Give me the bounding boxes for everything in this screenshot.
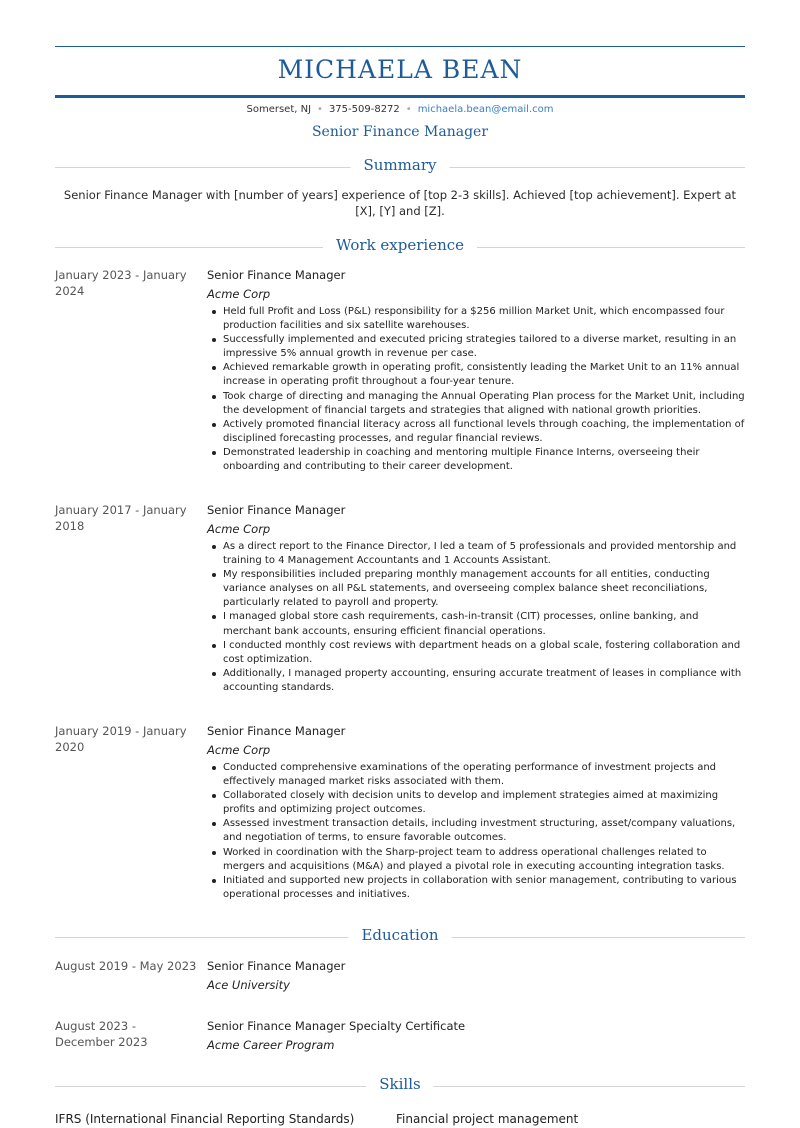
bullet-item: Actively promoted financial literacy across all functional levels through coaching, the implementation of disciplined forecasting processes, and regular financial reviews. bbox=[207, 418, 745, 446]
entry-role: Senior Finance Manager bbox=[207, 268, 346, 282]
bullet-item: Held full Profit and Loss (P&L) responsibility for a $256 million Market Unit, which encompassed four production facilities and six satellite warehouses. bbox=[207, 305, 745, 333]
bullet-item: Initiated and supported new projects in collaboration with senior management, contributing to various operational processes and initiatives. bbox=[207, 874, 745, 902]
entry-bullets bbox=[207, 305, 745, 474]
bullet-item: Achieved remarkable growth in operating profit, consistently leading the Market Unit to an 11% annual increase in operating profit throughout a four-year tenure. bbox=[207, 361, 745, 389]
bullet-item: Additionally, I managed property accounting, ensuring accurate treatment of leases in compliance with accounting standards. bbox=[207, 667, 745, 695]
section-skills-heading bbox=[55, 1075, 745, 1097]
section-title: Summary bbox=[351, 156, 450, 174]
bullet-item: I conducted monthly cost reviews with department heads on a global scale, fostering collaboration and cost optimization. bbox=[207, 639, 745, 667]
section-title: Skills bbox=[366, 1075, 433, 1093]
entry-date: January 2019 - January 2020 bbox=[55, 724, 187, 754]
contact-line bbox=[55, 104, 745, 115]
skill-item: IFRS (International Financial Reporting Standards) bbox=[55, 1112, 355, 1126]
entry-school: Ace University bbox=[207, 978, 290, 992]
entry-role: Senior Finance Manager bbox=[207, 503, 346, 517]
top-rule bbox=[55, 46, 745, 47]
bullet-item: Conducted comprehensive examinations of the operating performance of investment projects and effectively managed market risks associated with them. bbox=[207, 761, 745, 789]
separator-dot: • bbox=[317, 104, 323, 115]
phone: 375-509-8272 bbox=[328, 104, 400, 115]
entry-company: Acme Corp bbox=[207, 287, 271, 301]
location: Somerset, NJ bbox=[246, 104, 312, 115]
section-work-heading bbox=[55, 236, 745, 258]
entry-company: Acme Corp bbox=[207, 522, 271, 536]
bullet-item: Collaborated closely with decision units to develop and implement strategies aimed at maximizing profits and optimizing project outcomes. bbox=[207, 789, 745, 817]
bullet-item: I managed global store cash requirements, cash-in-transit (CIT) processes, online banking, and merchant bank accounts, ensuring efficient financial operations. bbox=[207, 610, 745, 638]
entry-date: January 2023 - January 2024 bbox=[55, 268, 187, 298]
skill-item: Financial project management bbox=[396, 1112, 579, 1126]
headline: Senior Finance Manager bbox=[311, 124, 489, 140]
section-education-heading bbox=[55, 926, 745, 948]
entry-date: January 2017 - January 2018 bbox=[55, 503, 187, 533]
email-link[interactable]: michaela.bean@email.com bbox=[417, 104, 554, 115]
bullet-item: As a direct report to the Finance Director, I led a team of 5 professionals and provided mentorship and training to 4 Management Accountants and 1 Accounts Assistant. bbox=[207, 540, 745, 568]
entry-date: August 2019 - May 2023 bbox=[55, 959, 197, 973]
bullet-item: Successfully implemented and executed pricing strategies tailored to a diverse market, resulting in an impressive 5% annual growth in revenue per case. bbox=[207, 333, 745, 361]
bullet-item: Demonstrated leadership in coaching and mentoring multiple Finance Interns, overseeing their onboarding and contributing to their career development. bbox=[207, 446, 745, 474]
entry-role: Senior Finance Manager bbox=[207, 724, 346, 738]
entry-school: Acme Career Program bbox=[207, 1038, 335, 1052]
summary-text: Senior Finance Manager with [number of years] experience of [top 2-3 skills]. Achieved [top achievement]. Expert at [X], [Y] and [Z]. bbox=[63, 188, 737, 218]
separator-dot: • bbox=[405, 104, 412, 115]
candidate-name: MICHAELA BEAN bbox=[277, 55, 523, 84]
entry-degree: Senior Finance Manager Specialty Certificate bbox=[207, 1019, 466, 1033]
bullet-item: Assessed investment transaction details, including investment structuring, asset/company valuations, and negotiation of terms, to ensure favorable outcomes. bbox=[207, 817, 745, 845]
bullet-item: My responsibilities included preparing monthly management accounts for all entities, conducting variance analyses on all P&L statements, and overseeing complex balance sheet reconciliations, particularly related to payroll and property. bbox=[207, 568, 745, 610]
bullet-item: Took charge of directing and managing the Annual Operating Plan process for the Market Unit, including the development of financial targets and strategies that aligned with national growth priorities. bbox=[207, 390, 745, 418]
entry-degree: Senior Finance Manager bbox=[207, 959, 346, 973]
name-underline bbox=[55, 95, 745, 98]
entry-bullets bbox=[207, 540, 745, 695]
entry-company: Acme Corp bbox=[207, 743, 271, 757]
entry-date: August 2023 - December 2023 bbox=[55, 1019, 148, 1049]
entry-bullets bbox=[207, 761, 745, 902]
section-title: Education bbox=[348, 926, 451, 944]
bullet-item: Worked in coordination with the Sharp-project team to address operational challenges related to mergers and acquisitions (M&A) and played a pivotal role in executing accounting integration tasks. bbox=[207, 846, 745, 874]
section-title: Work experience bbox=[323, 236, 477, 254]
section-summary-heading bbox=[55, 156, 745, 178]
